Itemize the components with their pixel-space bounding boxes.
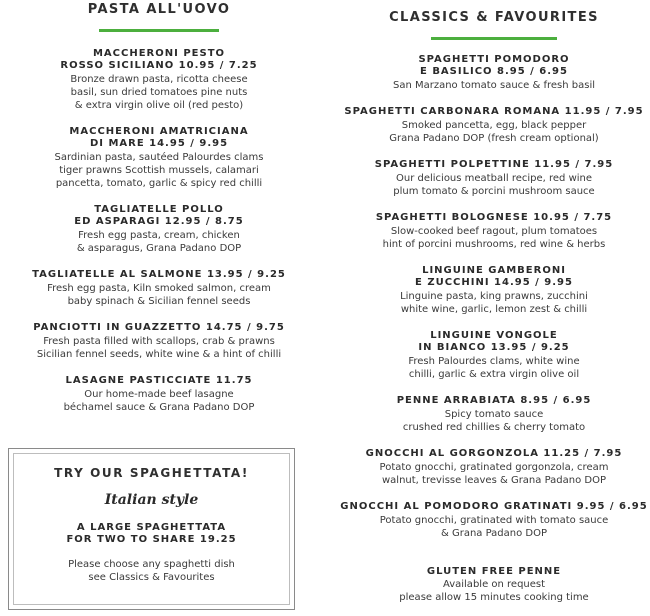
dish-name: LINGUINE GAMBERONI E ZUCCHINI 14.95 / 9.95 [415, 265, 573, 288]
dish-name: LASAGNE PASTICCIATE 11.75 [65, 375, 253, 386]
pasta-all-uovo-section [0, 0, 318, 414]
dish-item [0, 375, 318, 414]
dish-item [338, 501, 650, 540]
promo-title: TRY OUR SPAGHETTATA! [54, 466, 249, 480]
dish-description: Spicy tomato sauce crushed red chillies & cherry tomato [402, 409, 586, 433]
dish-name: SPAGHETTI BOLOGNESE 10.95 / 7.75 [375, 212, 613, 223]
dish-item [338, 212, 650, 251]
dish-item [338, 330, 650, 381]
promo-note: Please choose any spaghetti dish see Classics & Favourites [68, 559, 235, 583]
dish-description: Bronze drawn pasta, ricotta cheese basil, sun dried tomatoes pine nuts & extra virgin olive oil (red pesto) [70, 74, 248, 111]
dish-description: Sardinian pasta, sautéed Palourdes clams tiger prawns Scottish mussels, calamari pancetta, tomato, garlic & spicy red chilli [54, 152, 264, 189]
dish-name: TAGLIATELLE POLLO ED ASPARAGI 12.95 / 8.75 [74, 204, 244, 227]
gluten-free-note [338, 566, 650, 604]
dish-description: Linguine pasta, king prawns, zucchini white wine, garlic, lemon zest & chilli [400, 291, 588, 315]
promo-script-heading: Italian style [104, 492, 199, 508]
dish-item [0, 322, 318, 361]
dish-name: TAGLIATELLE AL SALMONE 13.95 / 9.25 [32, 269, 286, 280]
gluten-free-title: GLUTEN FREE PENNE [426, 566, 562, 577]
dish-item [338, 395, 650, 434]
dish-description: Fresh pasta filled with scallops, crab & prawns Sicilian fennel seeds, white wine & a hint of chilli [36, 336, 282, 360]
dish-item [0, 204, 318, 255]
dish-name: LINGUINE VONGOLE IN BIANCO 13.95 / 9.25 [418, 330, 570, 353]
dish-list [0, 32, 318, 414]
dish-item [338, 54, 650, 92]
dish-item [0, 126, 318, 190]
dish-item [0, 269, 318, 308]
dish-description: Fresh egg pasta, Kiln smoked salmon, cream baby spinach & Sicilian fennel seeds [47, 283, 271, 307]
dish-description: Fresh Palourdes clams, white wine chilli, garlic & extra virgin olive oil [408, 356, 580, 380]
dish-item [338, 159, 650, 198]
dish-item [338, 448, 650, 487]
dish-description: Our delicious meatball recipe, red wine plum tomato & porcini mushroom sauce [393, 173, 595, 197]
section-title-classics-favourites: CLASSICS & FAVOURITES [389, 10, 599, 25]
dish-name: PANCIOTTI IN GUAZZETTO 14.75 / 9.75 [33, 322, 285, 333]
dish-description: Potato gnocchi, gratinated with tomato sauce & Grana Padano DOP [379, 515, 609, 539]
dish-name: MACCHERONI PESTO ROSSO SICILIANO 10.95 / 7.25 [60, 48, 258, 71]
dish-name: SPAGHETTI CARBONARA ROMANA 11.95 / 7.95 [344, 106, 644, 117]
dish-description: Fresh egg pasta, cream, chicken & asparagus, Grana Padano DOP [76, 230, 242, 254]
dish-list [338, 40, 650, 540]
classics-favourites-section [338, 0, 650, 540]
promo-offer: A LARGE SPAGHETTATA FOR TWO TO SHARE 19.25 [66, 522, 237, 545]
dish-name: MACCHERONI AMATRICIANA DI MARE 14.95 / 9.95 [69, 126, 249, 149]
dish-name: SPAGHETTI POLPETTINE 11.95 / 7.95 [374, 159, 614, 170]
dish-description: Our home-made beef lasagne béchamel sauce & Grana Padano DOP [63, 389, 255, 413]
dish-description: Slow-cooked beef ragout, plum tomatoes hint of porcini mushrooms, red wine & herbs [382, 226, 606, 250]
dish-description: San Marzano tomato sauce & fresh basil [392, 80, 595, 91]
dish-name: PENNE ARRABIATA 8.95 / 6.95 [396, 395, 592, 406]
dish-item [0, 48, 318, 112]
gluten-free-details: Available on request please allow 15 minutes cooking time [399, 579, 589, 603]
dish-description: Smoked pancetta, egg, black pepper Grana Padano DOP (fresh cream optional) [389, 120, 599, 144]
dish-name: SPAGHETTI POMODORO E BASILICO 8.95 / 6.95 [418, 54, 570, 77]
dish-name: GNOCCHI AL POMODORO GRATINATI 9.95 / 6.95 [340, 501, 648, 512]
dish-item [338, 106, 650, 145]
spaghettata-promo-box [8, 448, 295, 610]
promo-inner-border [13, 453, 290, 605]
section-title-pasta-all-uovo: PASTA ALL'UOVO [87, 2, 231, 17]
dish-description: Potato gnocchi, gratinated gorgonzola, cream walnut, trevisse leaves & Grana Padano DOP [379, 462, 609, 486]
dish-name: GNOCCHI AL GORGONZOLA 11.25 / 7.95 [365, 448, 623, 459]
dish-item [338, 265, 650, 316]
